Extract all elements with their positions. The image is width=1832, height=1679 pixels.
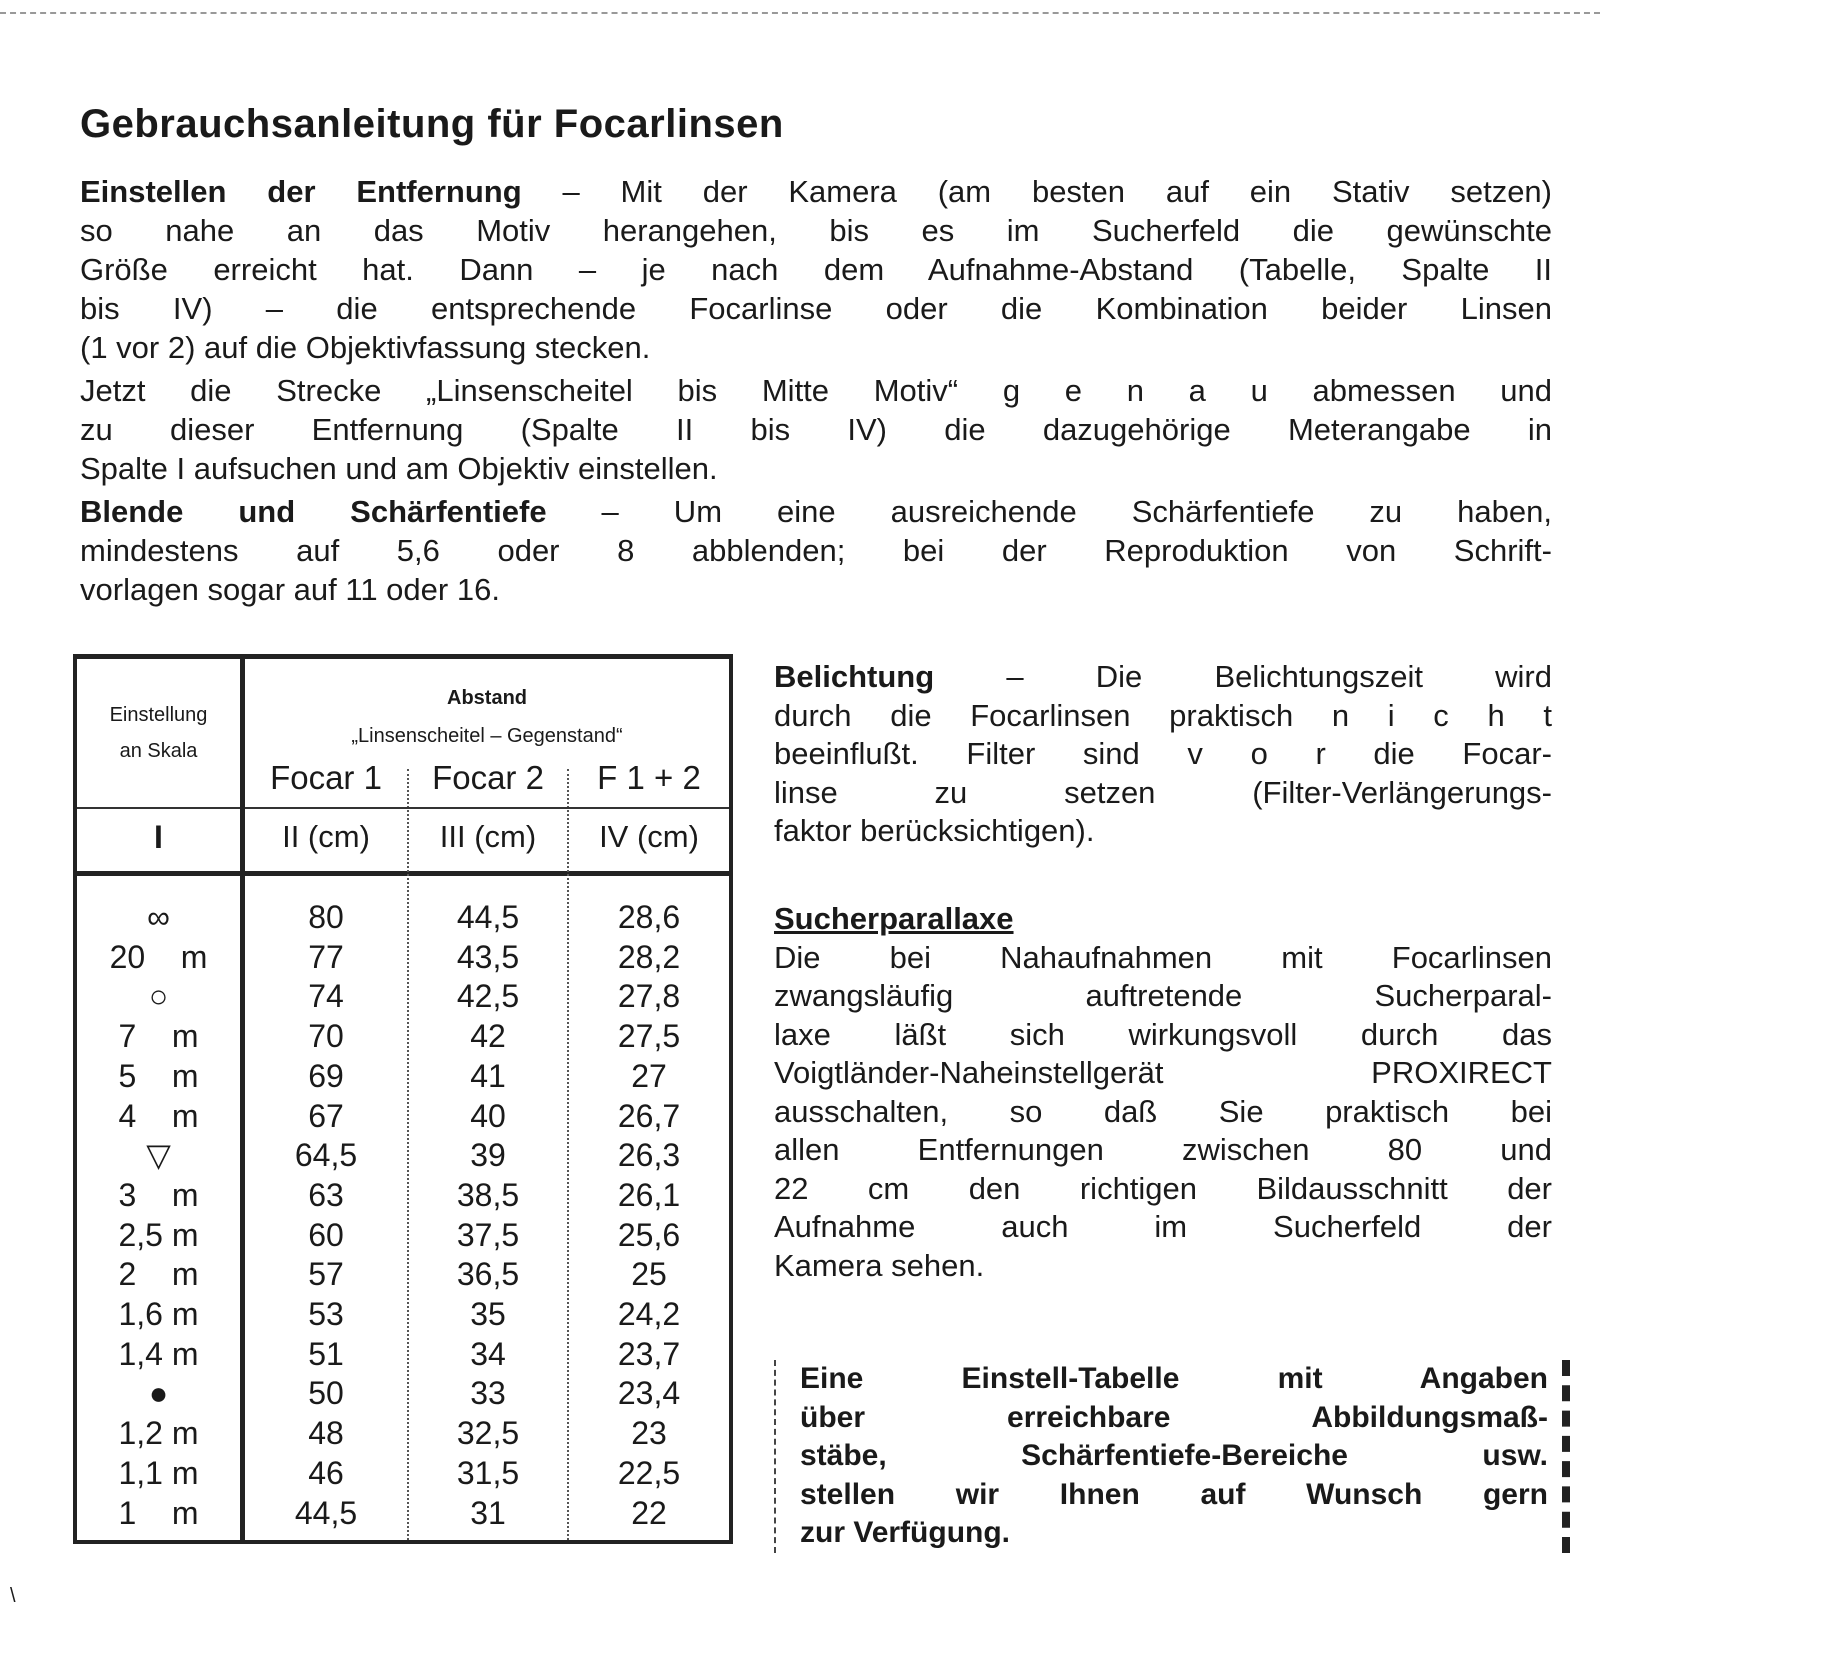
table-cell: ○ [148, 978, 169, 1015]
table-cell: 1,6 m [118, 1296, 199, 1332]
intro-text [80, 172, 1552, 613]
table-cell: 51 [308, 1335, 344, 1372]
lens-header: Focar 1 [270, 759, 382, 796]
text-line: Voigtländer-Naheinstellgerät PROXIRECT [774, 1055, 1552, 1090]
line-text: mindestens auf 5,6 oder 8 abblenden; bei der Reproduktion von Schrift- [80, 533, 1552, 568]
table-cell: 2 m [118, 1256, 199, 1293]
column-number: III (cm) [439, 819, 537, 854]
text-line [80, 328, 1552, 367]
table-cell: 63 [308, 1176, 344, 1213]
table-cell: 26,7 [617, 1097, 681, 1134]
table-cell: 4 m [118, 1097, 199, 1134]
header-text: an Skala [119, 740, 198, 762]
line-text: durch die Focarlinsen praktisch n i c h t [774, 697, 1552, 733]
section-body [774, 939, 1552, 1286]
table-cell: 46 [308, 1454, 344, 1491]
text-line: Aufnahme auch im Sucherfeld der [774, 1209, 1552, 1244]
text-line: stellen wir Ihnen auf Wunsch gern [800, 1477, 1548, 1511]
text-line [774, 812, 1552, 851]
table-cell: 40 [470, 1097, 506, 1134]
notice-box [774, 1360, 1570, 1553]
text-line: 22 cm den richtigen Bildausschnitt der [774, 1170, 1552, 1206]
table-cell: 60 [308, 1216, 344, 1253]
table-cell: 27 [631, 1057, 667, 1094]
scan-edge-line [0, 12, 1600, 14]
column-number: IV (cm) [599, 819, 699, 854]
text-line [80, 449, 1552, 488]
group-header [245, 679, 729, 755]
line-text: bis IV) – die entsprechende Focarlinse oder die Kombination beider Linsen [80, 291, 1552, 326]
table-cell: 23,7 [617, 1335, 681, 1372]
table-cell: 42 [470, 1018, 506, 1055]
table-cell: 39 [470, 1137, 506, 1174]
focal-distance-table [73, 654, 733, 1544]
table-cell: 26,1 [617, 1176, 681, 1213]
table-cell: 48 [308, 1415, 344, 1452]
line-text: zu dieser Entfernung (Spalte II bis IV) die dazugehörige Meterangabe in [80, 412, 1552, 447]
table-cell: 57 [308, 1256, 344, 1293]
text-line: Eine Einstell-Tabelle mit Angaben [800, 1362, 1548, 1395]
sucherparallaxe-section [774, 900, 1552, 1285]
line-text: – Mit der Kamera (am besten auf ein Stativ setzen) [521, 174, 1552, 209]
table-cell: 3 m [118, 1176, 199, 1213]
table-cell: 2,5 m [118, 1216, 199, 1253]
text-line [80, 410, 1552, 449]
line-text: beeinflußt. Filter sind v o r die Focar- [774, 736, 1552, 771]
run-in-heading: Blende und Schärfentiefe [80, 494, 547, 529]
text-line [774, 774, 1552, 813]
table-cell: 27,5 [617, 1018, 681, 1055]
table-cell: ● [148, 1375, 169, 1412]
text-line: stäbe, Schärfentiefe-Bereiche usw. [800, 1439, 1548, 1472]
text-line [774, 735, 1552, 774]
line-text: Größe erreicht hat. Dann – je nach dem Aufnahme-Abstand (Tabelle, Spalte II [80, 252, 1552, 287]
table-cell: 1,1 m [118, 1454, 199, 1491]
table-cell: 23,4 [617, 1375, 681, 1412]
lens-header: Focar 2 [432, 759, 544, 796]
lens-header: F 1 + 2 [597, 759, 701, 796]
table-cell: 35 [470, 1296, 506, 1332]
table-cell: 42,5 [456, 978, 520, 1015]
table-cell: 25 [631, 1256, 667, 1293]
table-cell: 28,2 [617, 938, 681, 975]
header-text: Einstellung [109, 704, 208, 726]
run-in-heading: Einstellen der Entfernung [80, 174, 522, 209]
text-line [80, 172, 1552, 211]
table-cell: ▽ [146, 1137, 171, 1174]
paragraph [80, 371, 1552, 488]
col1-header [77, 697, 240, 769]
text-line [80, 371, 1552, 410]
table-cell: 25,6 [617, 1216, 681, 1253]
text-line: laxe läßt sich wirkungsvoll durch das [774, 1016, 1552, 1052]
table-cell: 22,5 [617, 1454, 681, 1491]
line-text: so nahe an das Motiv herangehen, bis es im Sucherfeld die gewünschte [80, 213, 1552, 248]
text-line: allen Entfernungen zwischen 80 und [774, 1132, 1552, 1167]
line-text: – Die Belichtungszeit wird [934, 659, 1552, 694]
table-cell: 44,5 [294, 1494, 358, 1531]
table-cell: 80 [308, 899, 344, 935]
table-cell: 44,5 [456, 899, 520, 935]
text-line [80, 492, 1552, 531]
table-cell: 1 m [118, 1494, 199, 1531]
table-divider [77, 871, 729, 876]
table-cell: 24,2 [617, 1296, 681, 1332]
text-line [80, 570, 1552, 609]
line-text: vorlagen sogar auf 11 oder 16. [80, 572, 500, 607]
table-cell: 1,4 m [118, 1335, 199, 1372]
table-cell: 77 [308, 938, 344, 975]
table-cell: 22 [631, 1494, 667, 1531]
header-text: „Linsenscheitel – Gegenstand“ [351, 725, 623, 747]
text-line: ausschalten, so daß Sie praktisch bei [774, 1093, 1552, 1129]
line-text: faktor berücksichtigen). [774, 813, 1095, 848]
text-line [80, 531, 1552, 570]
text-line: zwangsläufig auftretende Sucherparal- [774, 978, 1552, 1013]
page-title: Gebrauchsanleitung für Focarlinsen [80, 102, 784, 146]
table-cell: 31 [470, 1494, 506, 1531]
table-divider [77, 807, 240, 809]
column-number: I [154, 819, 163, 855]
table-cell: 67 [308, 1097, 344, 1134]
table-divider [245, 807, 729, 809]
belichtung-section [774, 658, 1552, 851]
table-cell: 27,8 [617, 978, 681, 1015]
text-line [774, 697, 1552, 736]
paragraph [80, 172, 1552, 367]
table-cell: 50 [308, 1375, 344, 1412]
table-cell: 36,5 [456, 1256, 520, 1293]
table-cell: 64,5 [294, 1137, 358, 1174]
table-cell: 23 [631, 1415, 667, 1452]
table-cell: 32,5 [456, 1415, 520, 1452]
table-cell: 20 m [109, 938, 208, 975]
text-line: Die bei Nahaufnahmen mit Focarlinsen [774, 939, 1552, 975]
table-cell: 1,2 m [118, 1415, 199, 1452]
table-cell: 31,5 [456, 1454, 520, 1491]
table-cell: 70 [308, 1018, 344, 1055]
line-text: – Um eine ausreichende Schärfentiefe zu haben, [546, 494, 1552, 529]
table-cell: 69 [308, 1057, 344, 1094]
table-cell: ∞ [147, 899, 170, 935]
run-in-heading: Belichtung [774, 659, 935, 694]
text-line: zur Verfügung. [800, 1516, 1010, 1549]
line-text: Spalte I aufsuchen und am Objektiv einstellen. [80, 451, 718, 486]
table-cell: 28,6 [617, 899, 681, 935]
table-cell: 38,5 [456, 1176, 520, 1213]
column-number: II (cm) [282, 819, 370, 854]
table-cell: 34 [470, 1335, 506, 1372]
scan-mark: \ [10, 1585, 16, 1607]
section-heading: Sucherparallaxe [774, 901, 1014, 936]
header-text: Abstand [447, 687, 527, 709]
line-text: linse zu setzen (Filter-Verlängerungs- [774, 774, 1552, 810]
text-line [80, 211, 1552, 250]
table-cell: 26,3 [617, 1137, 681, 1174]
table-cell: 37,5 [456, 1216, 520, 1253]
table-cell: 74 [308, 978, 344, 1015]
line-text: Jetzt die Strecke „Linsenscheitel bis Mitte Motiv“ g e n a u abmessen und [80, 373, 1552, 408]
text-line: über erreichbare Abbildungsmaß- [800, 1400, 1548, 1434]
table-cell: 7 m [118, 1018, 199, 1055]
text-line [80, 289, 1552, 328]
table-cell: 33 [470, 1375, 506, 1412]
text-line: Kamera sehen. [774, 1247, 985, 1283]
table-cell: 43,5 [456, 938, 520, 975]
table-cell: 41 [470, 1057, 506, 1094]
table-cell: 5 m [118, 1057, 199, 1094]
text-line [774, 658, 1552, 697]
line-text: (1 vor 2) auf die Objektivfassung stecken. [80, 330, 651, 365]
text-line [80, 250, 1552, 289]
paragraph [80, 492, 1552, 609]
table-cell: 53 [308, 1296, 344, 1332]
